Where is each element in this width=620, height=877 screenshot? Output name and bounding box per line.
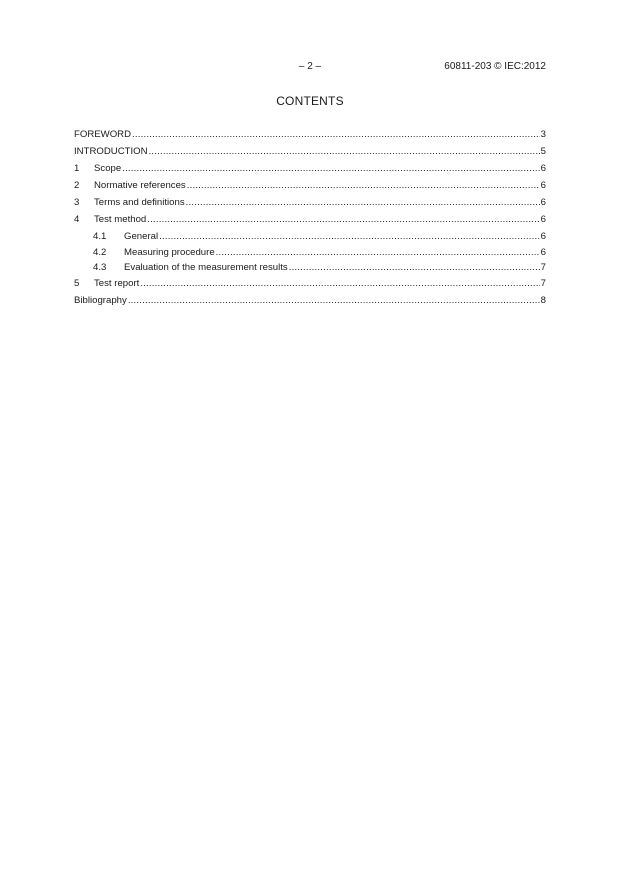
toc-entry-title: Measuring procedure <box>124 246 215 258</box>
toc-leader-dots <box>128 294 540 308</box>
toc-entry-page: 6 <box>540 163 546 174</box>
toc-entry-page: 5 <box>540 146 546 157</box>
toc-entry-page: 6 <box>540 231 546 242</box>
toc-entry-page: 7 <box>540 277 546 289</box>
toc-entry-number: 4 <box>74 214 80 225</box>
toc-entry-title: INTRODUCTION <box>74 146 148 157</box>
toc-entry-page: 6 <box>540 180 546 191</box>
toc-entry-number: 4.1 <box>93 231 107 242</box>
contents-title: CONTENTS <box>276 94 344 108</box>
toc-leader-dots <box>187 179 540 193</box>
toc-entry-introduction[interactable] <box>74 145 546 162</box>
toc-leader-dots <box>186 196 540 210</box>
toc-entry-title: Scope <box>94 163 122 174</box>
toc-entry-measuring-procedure[interactable] <box>74 246 546 262</box>
toc-entry-number: 1 <box>74 163 80 174</box>
header-standard-id: 60811-203 © IEC:2012 <box>444 61 546 72</box>
toc-entry-title: Terms and definitions <box>94 197 185 208</box>
toc-entry-number: 4.3 <box>93 262 107 273</box>
toc-entry-bibliography[interactable] <box>74 294 546 311</box>
toc-entry-number: 5 <box>74 277 80 289</box>
toc-entry-title: Test method <box>94 214 147 225</box>
toc-entry-title: General <box>124 231 159 242</box>
toc-entry-evaluation-of-results[interactable] <box>74 261 546 277</box>
toc-entry-normative-references[interactable] <box>74 179 546 196</box>
toc-entry-title: FOREWORD <box>74 129 132 140</box>
toc-leader-dots <box>159 230 540 244</box>
header-page-number: – 2 – <box>298 61 322 72</box>
toc-entry-terms-and-definitions[interactable] <box>74 196 546 213</box>
toc-leader-dots <box>132 128 540 142</box>
toc-leader-dots <box>147 213 539 227</box>
toc-entry-scope[interactable] <box>74 162 546 179</box>
toc-entry-test-report[interactable] <box>74 277 546 294</box>
toc-entry-page: 6 <box>540 214 546 225</box>
toc-leader-dots <box>122 162 539 176</box>
toc-entry-page: 7 <box>540 262 546 273</box>
toc-entry-page: 6 <box>540 197 546 208</box>
toc-leader-dots <box>140 277 539 291</box>
toc-entry-general[interactable] <box>74 230 546 246</box>
toc-entry-number: 2 <box>74 180 80 191</box>
toc-entry-foreword[interactable] <box>74 128 546 145</box>
toc-entry-number: 3 <box>74 197 80 208</box>
toc-leader-dots <box>216 246 540 260</box>
toc-entry-page: 3 <box>540 129 546 140</box>
toc-entry-page: 8 <box>540 294 546 306</box>
toc-entry-page: 6 <box>540 246 546 258</box>
toc-entry-number: 4.2 <box>93 246 107 258</box>
toc-entry-title: Test report <box>94 277 140 289</box>
toc-leader-dots <box>289 261 540 275</box>
toc-entry-title: Evaluation of the measurement results <box>124 262 288 273</box>
toc-entry-title: Bibliography <box>74 294 127 306</box>
table-of-contents <box>74 128 546 311</box>
toc-leader-dots <box>149 145 540 159</box>
toc-entry-test-method[interactable] <box>74 213 546 230</box>
toc-entry-title: Normative references <box>94 180 186 191</box>
